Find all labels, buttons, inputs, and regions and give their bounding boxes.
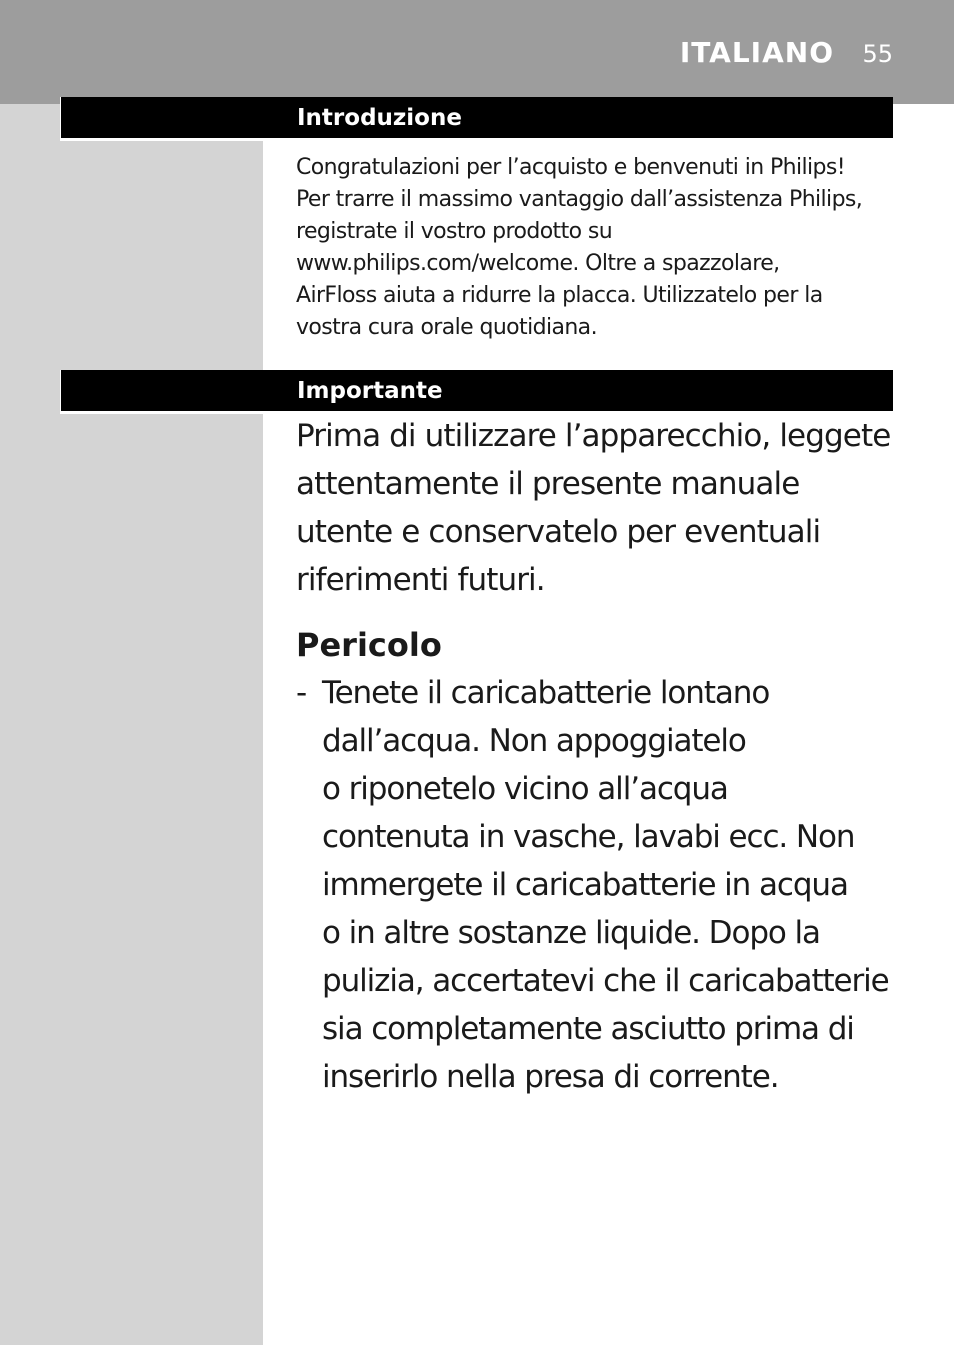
danger-line: immergete il caricabatterie in acqua bbox=[322, 867, 848, 903]
important-paragraph bbox=[296, 412, 894, 604]
introduction-line: Congratulazioni per l’acquisto e benvenuti in Philips! bbox=[296, 155, 845, 180]
bar-divider bbox=[60, 138, 263, 141]
bullet-dash: - bbox=[296, 675, 308, 711]
danger-line: dall’acqua. Non appoggiatelo bbox=[322, 723, 746, 759]
introduction-line: AirFloss aiuta a ridurre la placca. Utilizzatelo per la bbox=[296, 283, 823, 308]
danger-heading: Pericolo bbox=[296, 626, 442, 664]
danger-line: o riponetelo vicino all’acqua bbox=[322, 771, 728, 807]
danger-item-text bbox=[322, 669, 897, 1101]
section-title-important: Importante bbox=[297, 378, 443, 404]
danger-line: contenuta in vasche, lavabi ecc. Non bbox=[322, 819, 855, 855]
introduction-line: www.philips.com/welcome. Oltre a spazzolare, bbox=[296, 251, 780, 276]
danger-line: inserirlo nella presa di corrente. bbox=[322, 1059, 779, 1095]
introduction-paragraph bbox=[296, 152, 894, 344]
danger-line: sia completamente asciutto prima di bbox=[322, 1011, 854, 1047]
section-bar-important bbox=[60, 370, 893, 411]
important-line: utente e conservatelo per eventuali bbox=[296, 514, 821, 550]
introduction-line: vostra cura orale quotidiana. bbox=[296, 315, 597, 340]
important-line: Prima di utilizzare l’apparecchio, leggete bbox=[296, 418, 891, 454]
introduction-line: Per trarre il massimo vantaggio dall’assistenza Philips, bbox=[296, 187, 863, 212]
section-bar-introduction bbox=[60, 97, 893, 138]
danger-line: Tenete il caricabatterie lontano bbox=[322, 675, 770, 711]
sidebar-band bbox=[0, 104, 263, 1345]
page-number: 55 bbox=[862, 40, 893, 68]
section-title-introduction: Introduzione bbox=[297, 105, 462, 131]
bar-divider bbox=[60, 411, 263, 414]
important-line: attentamente il presente manuale bbox=[296, 466, 800, 502]
important-line: riferimenti futuri. bbox=[296, 562, 545, 598]
danger-line: o in altre sostanze liquide. Dopo la bbox=[322, 915, 820, 951]
introduction-line: registrate il vostro prodotto su bbox=[296, 219, 613, 244]
danger-line: pulizia, accertatevi che il caricabatterie bbox=[322, 963, 889, 999]
language-label: ITALIANO bbox=[679, 36, 834, 69]
